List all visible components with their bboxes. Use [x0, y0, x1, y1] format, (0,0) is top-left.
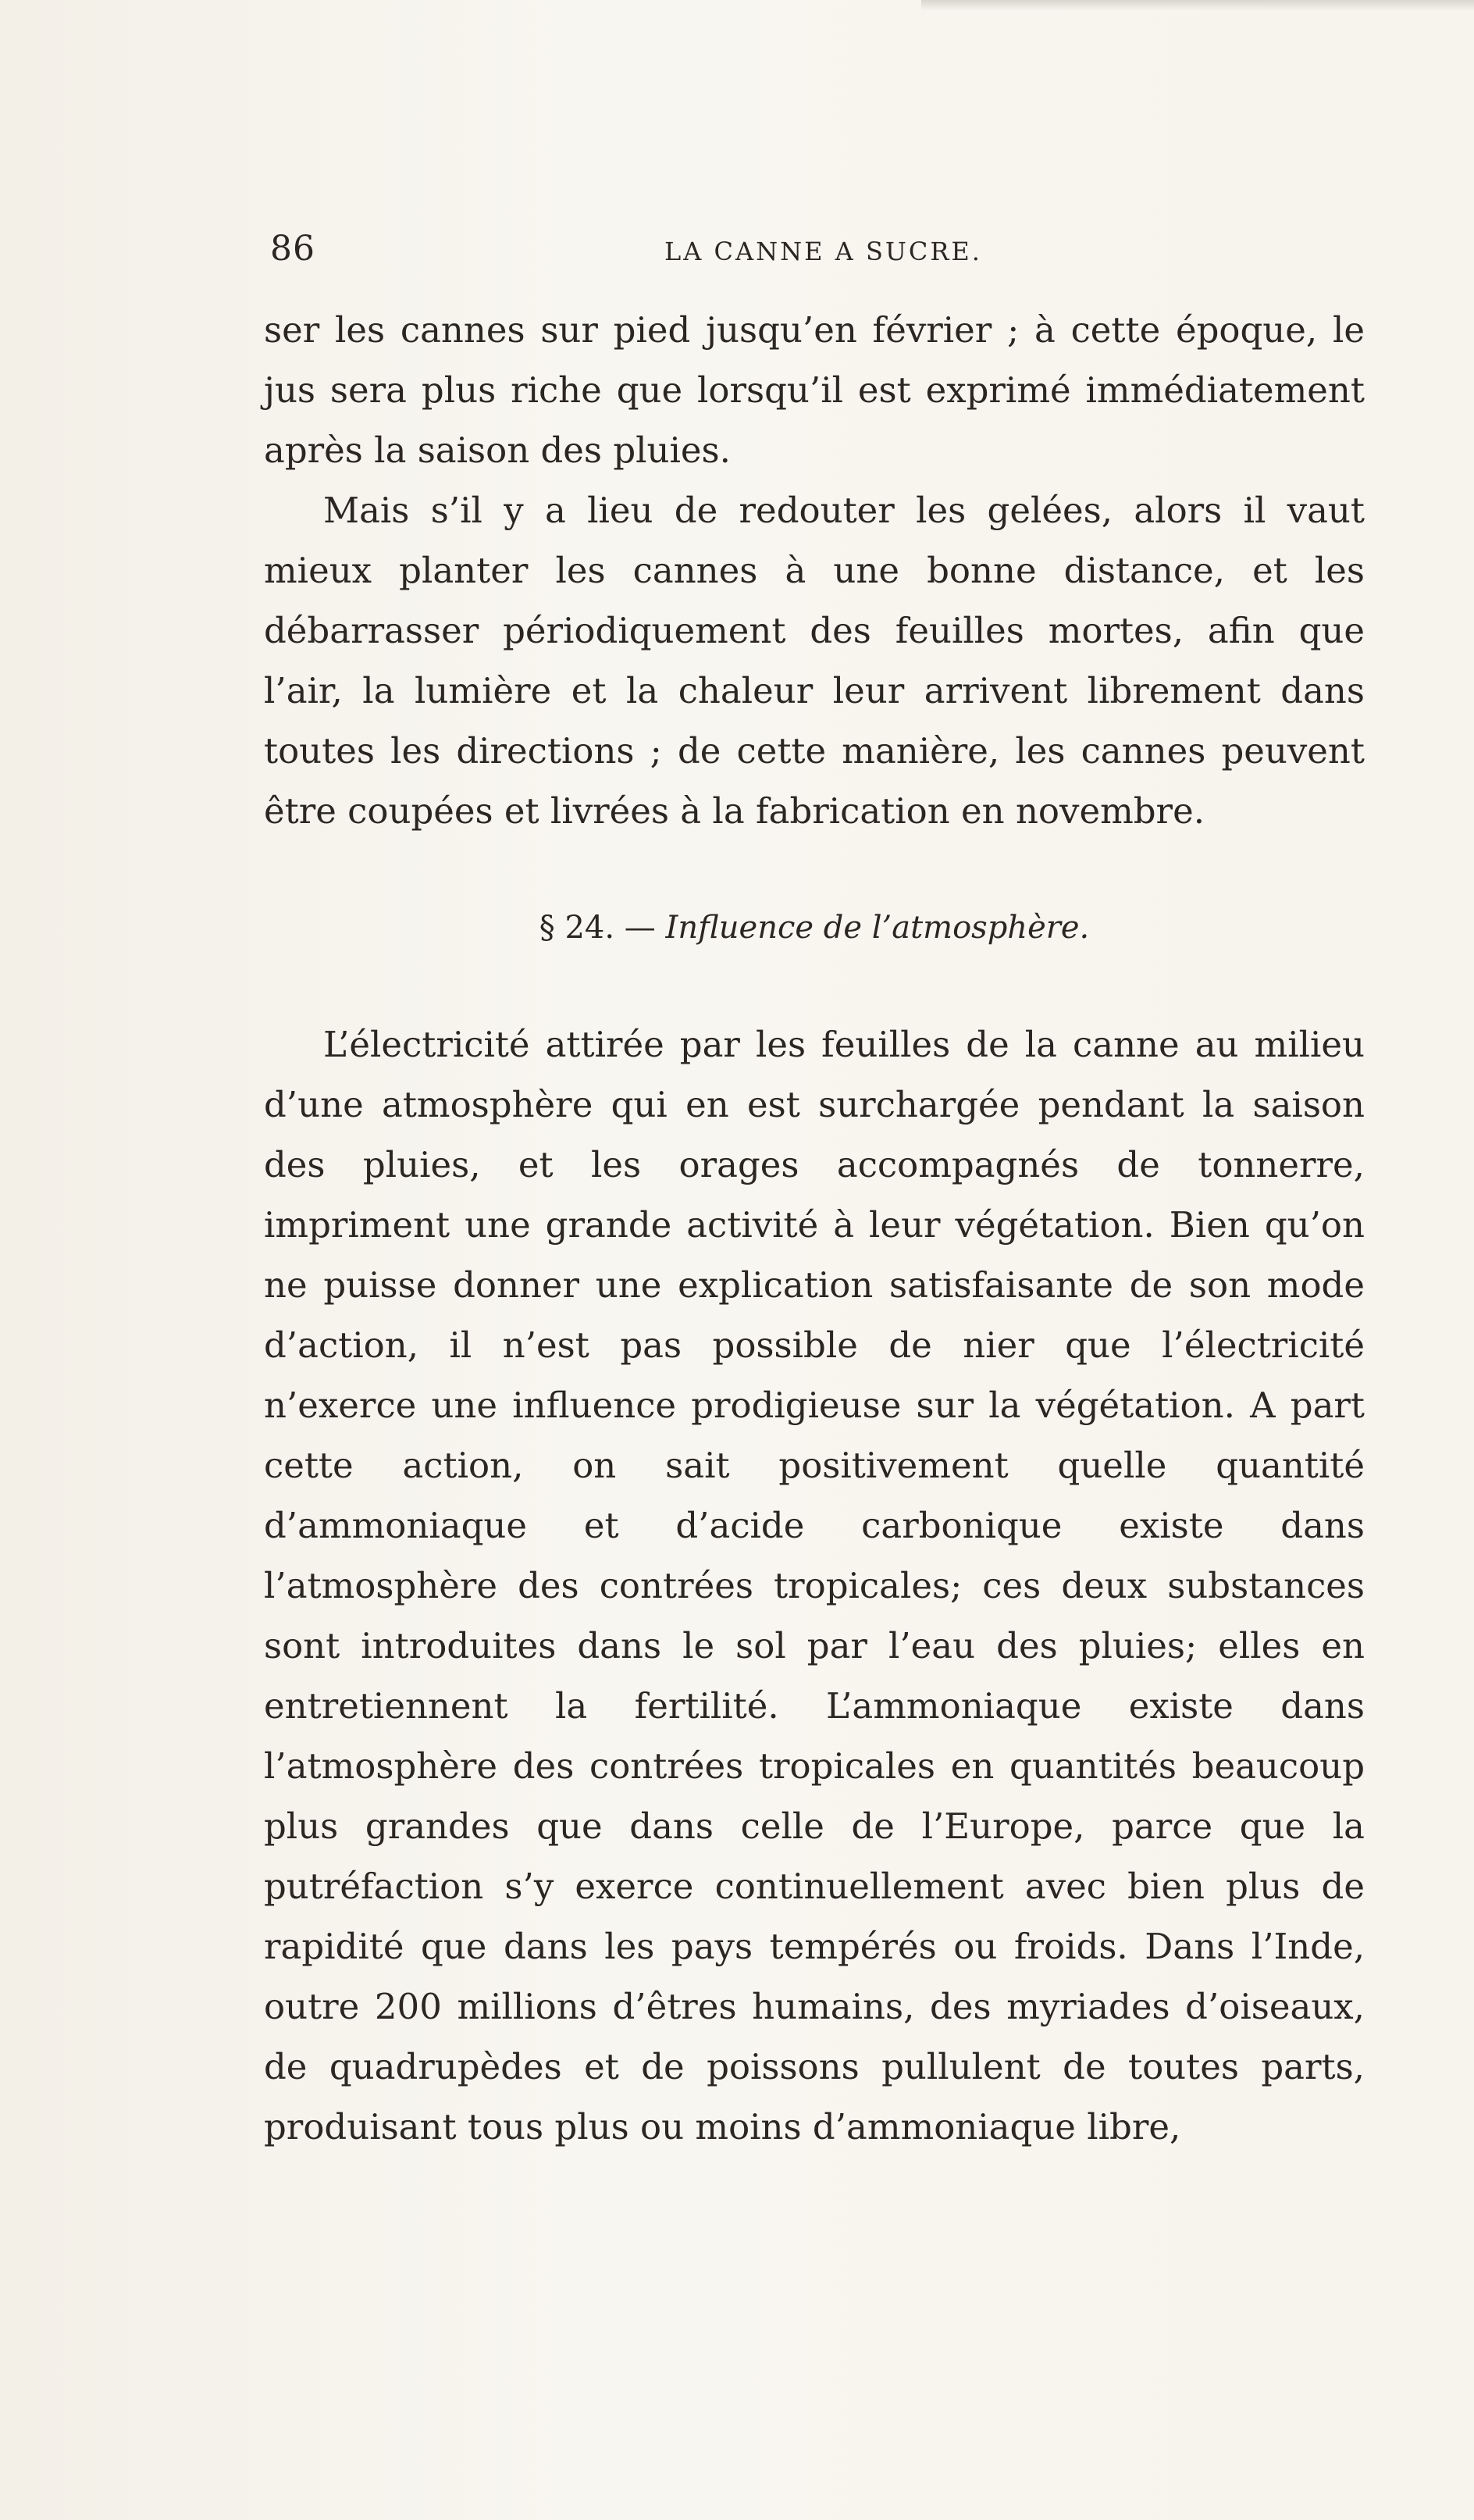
- page-number: 86: [270, 229, 315, 269]
- section-title: Influence de l’atmosphère.: [665, 910, 1090, 946]
- page-edge-shadow: [921, 0, 1474, 11]
- body-text: [264, 300, 1365, 2157]
- paragraph-continuation: ser les cannes sur pied jusqu’en février ; à cette époque, le jus sera plus riche que lorsqu’il est exprimé immédiatement après la saison des pluies.: [264, 309, 1365, 471]
- running-head: [270, 222, 1348, 276]
- paragraph-frost: Mais s’il y a lieu de redouter les gelées, alors il vaut mieux planter les cannes à une bonne distance, et les débarrasser périodiquement des feuilles mortes, afin que l’air, la lumière et la chaleur leur arrivent librement dans toutes les directions ; de cette manière, les cannes peuvent être coupées et livrées à la fabrication en novembre.: [264, 490, 1365, 832]
- paragraph-atmosphere: L’électricité attirée par les feuilles de la canne au milieu d’une atmosphère qui en est surchargée pendant la saison des pluies, et les orages accompagnés de tonnerre, impriment une grande activité à leur végétation. Bien qu’on ne puisse donner une explication satisfaisante de son mode d’action, il n’est pas possible de nier que l’électricité n’exerce une influence prodigieuse sur la végétation. A part cette action, on sait positivement quelle quantité d’ammoniaque et d’acide carbonique existe dans l’atmosphère des contrées tropicales; ces deux substances sont introduites dans le sol par l’eau des pluies; elles en entretiennent la fertilité. L’ammoniaque existe dans l’atmosphère des contrées tropicales en quantités beaucoup plus grandes que dans celle de l’Europe, parce que la putréfaction s’y exerce continuellement avec bien plus de rapidité que dans les pays tempérés ou froids. Dans l’Inde, outre 200 millions d’êtres humains, des myriades d’oiseaux, de quadrupèdes et de poissons pullulent de toutes parts, produisant tous plus ou moins d’ammoniaque libre,: [264, 1024, 1365, 2148]
- running-title: LA CANNE A SUCRE.: [664, 237, 982, 266]
- section-heading: [264, 902, 1365, 953]
- section-number: § 24. —: [539, 910, 666, 946]
